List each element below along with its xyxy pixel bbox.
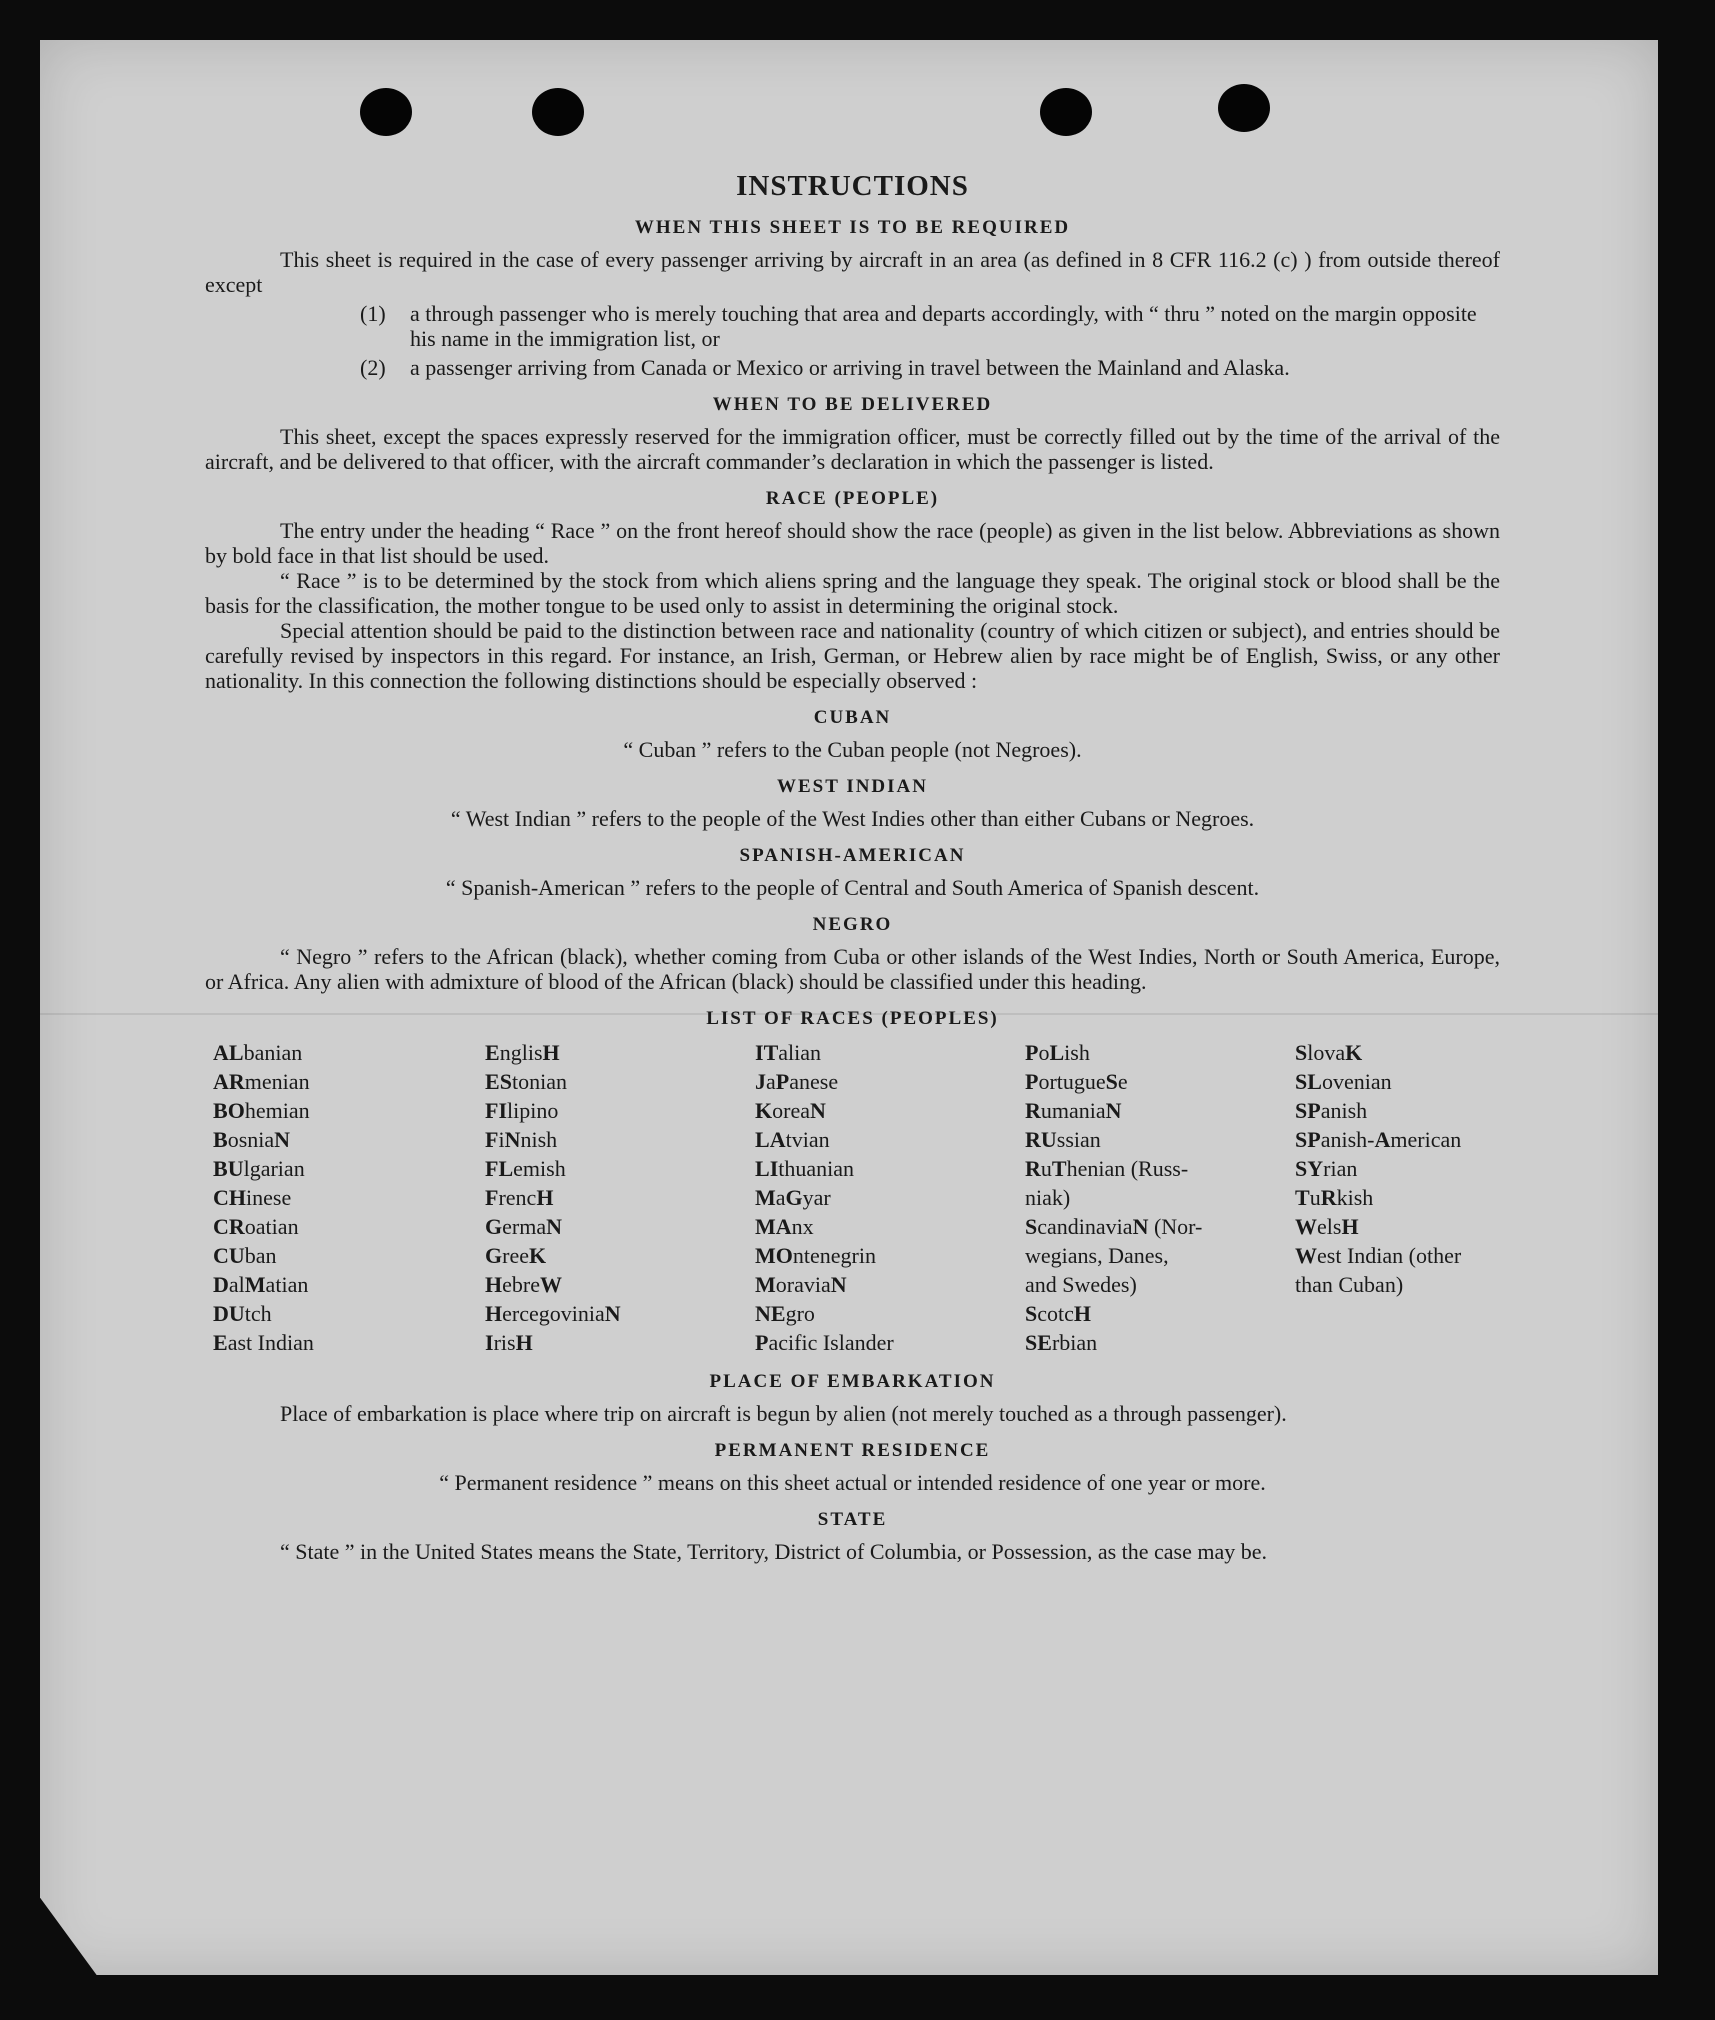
section-heading-race: RACE (PEOPLE) xyxy=(765,488,940,509)
race-entry: SErbian xyxy=(1025,1330,1098,1355)
race-entry: West Indian (other than Cuban) xyxy=(1295,1243,1462,1297)
punch-hole xyxy=(360,88,412,136)
race-entry: GermaN xyxy=(485,1214,562,1239)
race-entry: FrencH xyxy=(485,1185,554,1210)
races-column xyxy=(213,1038,485,1357)
punch-hole xyxy=(1218,84,1270,132)
race-entry: ScandinaviaN (Nor- wegians, Danes, and Swedes) xyxy=(1025,1214,1203,1297)
item-text: a passenger arriving from Canada or Mexico or arriving in travel between the Mainland and Alaska. xyxy=(410,355,1290,380)
race-entry: RuThenian (Russ- niak) xyxy=(1025,1156,1189,1210)
item-number: (2) xyxy=(360,355,386,380)
race-entry: East Indian xyxy=(213,1330,314,1355)
races-table xyxy=(213,1038,1500,1357)
race-entry: KoreaN xyxy=(755,1098,826,1123)
race-entry: FiNnish xyxy=(485,1127,558,1152)
race-entry: EStonian xyxy=(485,1069,567,1094)
race-entry: SLovenian xyxy=(1295,1069,1392,1094)
race-entry: BosniaN xyxy=(213,1127,291,1152)
race-entry: FIlipino xyxy=(485,1098,559,1123)
race-entry: MoraviaN xyxy=(755,1272,847,1297)
instructions-document xyxy=(205,170,1500,1564)
race-entry: HebreW xyxy=(485,1272,562,1297)
race-entry: NEgro xyxy=(755,1301,815,1326)
race-paragraph-3: Special attention should be paid to the distinction between race and nationality (country of which citizen or subject), and entries should be carefully revised by inspectors in this regard. For instance, an Irish, German, or Hebrew alien by race might be of English, Swiss, or any other nationality. In this connection the following distinctions should be especially observed : xyxy=(205,618,1500,693)
race-entry: CHinese xyxy=(213,1185,292,1210)
race-entry: BOhemian xyxy=(213,1098,310,1123)
spanish-american-text: “ Spanish-American ” refers to the people of Central and South America of Spanish descent. xyxy=(445,875,1260,900)
item-text: a through passenger who is merely touching that area and departs accordingly, with “ thru ” noted on the margin opposite his name in the immigration list, or xyxy=(410,301,1477,351)
residence-text: “ Permanent residence ” means on this sheet actual or intended residence of one year or more. xyxy=(439,1470,1266,1495)
race-paragraph-2: “ Race ” is to be determined by the stock from which aliens spring and the language they speak. The original stock or blood shall be the basis for the classification, the mother tongue to be used only to assist in determining the original stock. xyxy=(205,568,1500,618)
negro-text: “ Negro ” refers to the African (black), whether coming from Cuba or other islands of the West Indies, North or South America, Europe, or Africa. Any alien with admixture of blood of the African (black) should be classified under this heading. xyxy=(205,944,1500,994)
race-entry: Pacific Islander xyxy=(755,1330,894,1355)
race-entry: EnglisH xyxy=(485,1040,560,1065)
race-entry: CUban xyxy=(213,1243,277,1268)
race-entry: GreeK xyxy=(485,1243,547,1268)
race-entry: ARmenian xyxy=(213,1069,310,1094)
races-column xyxy=(485,1038,755,1357)
section-heading-residence: PERMANENT RESIDENCE xyxy=(714,1440,991,1461)
race-entry: ITalian xyxy=(755,1040,822,1065)
page-title: INSTRUCTIONS xyxy=(736,170,969,202)
section-heading-west-indian: WEST INDIAN xyxy=(777,776,928,797)
race-entry: RumaniaN xyxy=(1025,1098,1122,1123)
race-entry: MAnx xyxy=(755,1214,814,1239)
race-entry: WelsH xyxy=(1295,1214,1359,1239)
race-entry: LIthuanian xyxy=(755,1156,855,1181)
state-text: “ State ” in the United States means the State, Territory, District of Columbia, or Possession, as the case may be. xyxy=(280,1539,1268,1564)
races-column xyxy=(1025,1038,1295,1357)
race-entry: BUlgarian xyxy=(213,1156,305,1181)
race-entry: SlovaK xyxy=(1295,1040,1363,1065)
section-heading-when-required: WHEN THIS SHEET IS TO BE REQUIRED xyxy=(634,217,1071,238)
race-entry: JaPanese xyxy=(755,1069,839,1094)
race-entry: SPanish-American xyxy=(1295,1127,1462,1152)
race-entry: CRoatian xyxy=(213,1214,299,1239)
section-heading-embarkation: PLACE OF EMBARKATION xyxy=(709,1371,996,1392)
race-entry: DalMatian xyxy=(213,1272,309,1297)
race-entry: RUssian xyxy=(1025,1127,1101,1152)
when-required-intro: This sheet is required in the case of every passenger arriving by aircraft in an area (as defined in 8 CFR 116.2 (c) ) from outside thereof except xyxy=(205,247,1500,297)
race-paragraph-1: The entry under the heading “ Race ” on the front hereof should show the race (people) as given in the list below. Abbreviations as shown by bold face in that list should be used. xyxy=(205,518,1500,568)
race-entry: SYrian xyxy=(1295,1156,1358,1181)
race-entry: ScotcH xyxy=(1025,1301,1092,1326)
west-indian-text: “ West Indian ” refers to the people of the West Indies other than either Cubans or Negroes. xyxy=(450,806,1255,831)
races-column xyxy=(1295,1038,1508,1357)
cuban-text: “ Cuban ” refers to the Cuban people (not Negroes). xyxy=(623,737,1082,762)
punch-hole xyxy=(1040,88,1092,136)
section-heading-cuban: CUBAN xyxy=(813,707,892,728)
race-entry: LAtvian xyxy=(755,1127,830,1152)
list-item xyxy=(360,301,1500,351)
when-delivered-text: This sheet, except the spaces expressly reserved for the immigration officer, must be correctly filled out by the time of the arrival of the aircraft, and be delivered to that officer, with the aircraft commander’s declaration in which the passenger is listed. xyxy=(205,424,1500,474)
race-entry: DUtch xyxy=(213,1301,272,1326)
item-number: (1) xyxy=(360,301,386,326)
embarkation-text: Place of embarkation is place where trip on aircraft is begun by alien (not merely touched as a through passenger). xyxy=(280,1401,1287,1426)
race-entry: MOntenegrin xyxy=(755,1243,876,1268)
race-entry: PoLish xyxy=(1025,1040,1090,1065)
section-heading-negro: NEGRO xyxy=(812,914,893,935)
race-entry: ALbanian xyxy=(213,1040,303,1065)
list-item xyxy=(360,355,1500,380)
section-heading-when-delivered: WHEN TO BE DELIVERED xyxy=(712,394,993,415)
race-entry: FLemish xyxy=(485,1156,566,1181)
race-entry: TuRkish xyxy=(1295,1185,1374,1210)
race-entry: IrisH xyxy=(485,1330,533,1355)
races-column xyxy=(755,1038,1025,1357)
race-entry: HercegoviniaN xyxy=(485,1301,621,1326)
race-entry: SPanish xyxy=(1295,1098,1368,1123)
section-heading-state: STATE xyxy=(817,1509,888,1530)
section-heading-races-list: LIST OF RACES (PEOPLES) xyxy=(706,1008,999,1029)
section-heading-spanish-american: SPANISH-AMERICAN xyxy=(739,845,966,866)
race-entry: PortugueSe xyxy=(1025,1069,1128,1094)
race-entry: MaGyar xyxy=(755,1185,831,1210)
punch-hole xyxy=(532,88,584,136)
